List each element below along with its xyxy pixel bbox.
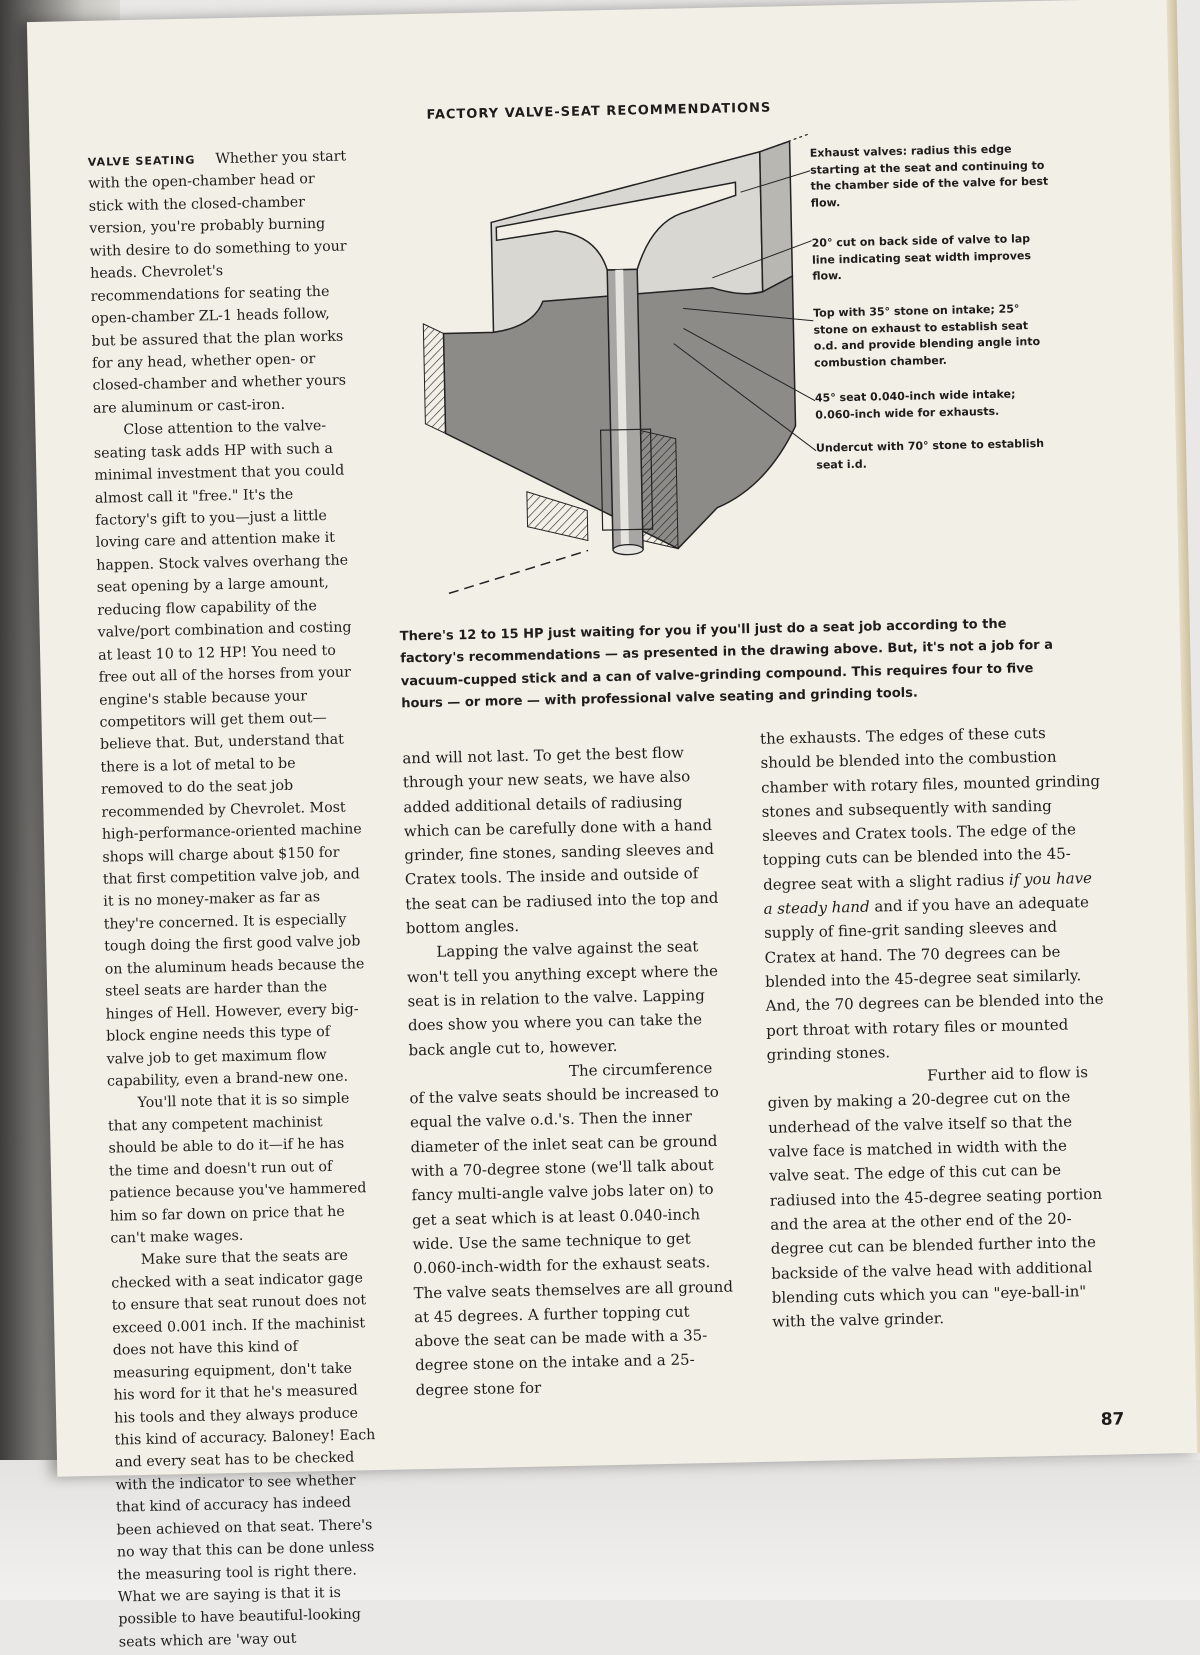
text-column-3 [760,720,1113,1334]
paragraph: Further aid to flow is given by making a 20-degree cut on the underhead of the valve itself so that the valve face is matched in width with the valve seat. The edge of this cut can be radiused into the 45-degree seating portion and the area at the other end of the 20-degree cut can be blended further into the backside of the valve head with additional blending cuts which you can "eye-ball-in" with the valve grinder. [767,1063,1103,1331]
page-number: 87 [1100,1409,1125,1430]
text-column-1 [88,145,381,1653]
paragraph: The circumference of the valve seats should be increased to equal the valve o.d.'s. Then the inner diameter of the inlet seat can be ground with a 70-degree stone (we'll talk about fancy multi-angle valve jobs later on) to get a seat which is at least 0.040-inch wide. Use the same technique to get 0.060-inch-width for the exhaust seats. The valve seats themselves are all ground at 45 degrees. A further topping cut above the seat can be made with a 35-degree stone on the intake and a 25-degree stone for [409,1058,734,1399]
callout-radius: Exhaust valves: radius this edge starting at the seat and continuing to the chamber side of the valve for best flow. [809,142,1049,210]
callout-45-seat: 45° seat 0.040-inch wide intake; 0.060-inch wide for exhausts. [814,387,1016,422]
callout-back-cut: 20° cut on back side of valve to lap line indicating seat width improves flow. [811,232,1032,283]
text-column-2 [402,740,736,1403]
callout-undercut: Undercut with 70° stone to establish seat i.d. [815,436,1045,472]
paragraph: and will not last. To get the best flow through your new seats, we have also added additional details of radiusing which can be carefully done with a hand grinder, fine stones, sanding sleeves and Cratex tools. The inside and outside of the seat can be radiused into the top and bottom angles. [402,743,719,938]
diagram-callouts [809,141,1050,472]
page-stack-edge [1167,0,1200,1453]
figure-title: FACTORY VALVE-SEAT RECOMMENDATIONS [426,100,772,123]
paragraph: Close attention to the valve-seating task adds HP with such a minimal investment that you could almost call it "free." It's the factory's gift to you—just a little loving care and attention make it happen. Stock valves overhang the seat opening by a large amount, reducing flow capability of the valve/port combination and costing at least 10 to 12 HP! You need to free out all of the horses from your engine's stable because your competitors will get them out—believe that. But, understand that there is a lot of metal to be removed to do the seat job recommended by Chevrolet. Most high-performance-oriented machine shops will charge about $150 for that first competition valve job, and it is no money-maker as far as they're concerned. It is especially tough doing the first good valve job on the aluminum heads because the steel seats are harder than the hinges of Hell. However, every big-block engine needs this type of valve job to get maximum flow capability, even a brand-new one. [93,418,365,1090]
paragraph: You'll note that it is so simple that any competent machinist should be able to do it—if he has the time and doesn't run out of patience because you've hammered him so far down on price that he can't make wages. [107,1090,367,1247]
book-page [27,0,1197,1651]
paragraph: Whether you start with the open-chamber head or stick with the closed-chamber version, you're probably burning with desire to do something to your heads. Chevrolet's recommendations for seating the open-chamber ZL-1 heads follow, but be assured that the plan works for any head, whether open- or closed-chamber and whether yours are aluminum or cast-iron. [88,148,347,417]
section-heading: VALVE SEATING [87,153,196,169]
callout-top-stone: Top with 35° stone on intake; 25° stone on exhaust to establish seat o.d. and provide blending angle into combustion chamber. [813,302,1041,370]
paragraph: the exhausts. The edges of these cuts should be blended into the combustion chamber with rotary files, mounted grinding stones and subsequently with sanding sleeves and Cratex tools. The edge of the topping cuts can be blended into the 45-degree seat with a slight radius if you have a steady hand and if you have an adequate supply of fine-grit sanding sleeves and Cratex at hand. The 70 degrees can be blended into the 45-degree seat similarly. And, the 70 degrees can be blended into the port throat with rotary files or mounted grinding stones. [759,723,1104,1064]
paragraph: Lapping the valve against the seat won't tell you anything except where the seat is in relation to the valve. Lapping does show you where you can take the back angle cut to, however. [406,937,719,1059]
valve-seat-diagram [379,125,849,635]
paragraph: Make sure that the seats are checked with a seat indicator gage to ensure that seat runout does not exceed 0.001 inch. If the machinist does not have this kind of measuring equipment, don't take his word for it that he's measured his tools and they always produce this kind of accuracy. Baloney! Each and every seat has to be checked with the indicator to see whether that kind of accuracy has indeed been achieved on that seat. There's no way that this can be done unless the measuring tool is right there. What we are saying is that it is possible to have beautiful-looking seats which are 'way out [111,1248,376,1651]
figure-caption: There's 12 to 15 HP just waiting for you if you'll just do a seat job according to the factory's recommendations — as presented in the drawing above. But, it's not a job for a vacuum-cupped stick and a can of valve-grinding compound. This requires four to five hours — or more — with professional valve seating and grinding tools. [399,616,1054,712]
